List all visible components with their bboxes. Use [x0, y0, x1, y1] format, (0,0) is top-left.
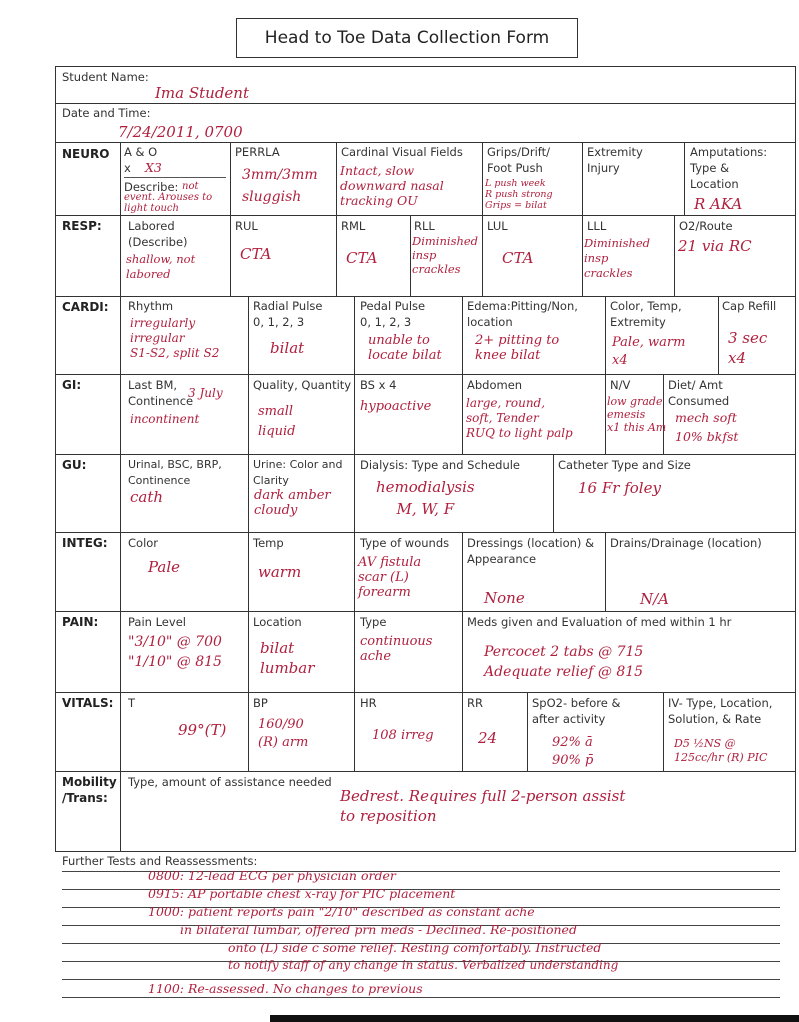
hr-value[interactable]: 108 irreg — [372, 728, 434, 743]
divider — [55, 771, 796, 772]
dialysis-label: Dialysis: Type and Schedule — [360, 458, 521, 472]
urine-value[interactable]: dark amber cloudy — [254, 488, 331, 518]
pain-location-label: Location — [253, 615, 302, 629]
pedal-pulse-value[interactable]: unable to locate bilat — [368, 333, 442, 363]
urine-label: Urine: Color and Clarity — [253, 458, 343, 487]
skin-color-value[interactable]: Pale — [148, 558, 181, 576]
pain-location-value[interactable]: bilat lumbar — [260, 639, 315, 677]
urinal-value[interactable]: cath — [130, 488, 164, 506]
meds-value[interactable]: Percocet 2 tabs @ 715 Adequate relief @ 815 — [484, 644, 644, 680]
grips-label: Grips/Drift/ Foot Push — [487, 145, 551, 175]
radial-pulse-value[interactable]: bilat — [270, 339, 305, 357]
form-title: Head to Toe Data Collection Form — [236, 18, 578, 58]
divider — [527, 692, 528, 771]
wounds-value[interactable]: AV fistula scar (L) forearm — [358, 555, 422, 600]
divider — [462, 611, 463, 692]
ao-value[interactable]: X3 — [145, 160, 162, 175]
divider — [248, 692, 249, 771]
temperature-label: T — [128, 696, 136, 710]
cap-refill-value[interactable]: 3 sec x4 — [728, 329, 768, 367]
skin-temp-value[interactable]: warm — [258, 563, 302, 581]
reassess-line-2[interactable]: 0915: AP portable chest x-ray for PIC placement — [148, 886, 456, 901]
pain-type-label: Type — [360, 615, 387, 629]
student-name-label: Student Name: — [62, 70, 149, 84]
perrla-value[interactable]: 3mm/3mm sluggish — [242, 167, 318, 205]
reassess-line-4[interactable]: in bilateral lumbar, offered prn meds - Declined. Re-positioned — [180, 922, 577, 937]
labored-label: Labored (Describe) — [128, 219, 188, 249]
labored-value[interactable]: shallow, not labored — [126, 252, 196, 281]
dressings-label: Dressings (location) & Appearance — [467, 536, 595, 566]
meds-label: Meds given and Evaluation of med within 1 hr — [467, 615, 732, 629]
divider — [55, 454, 796, 455]
diet-value[interactable]: mech soft 10% bkfst — [675, 410, 739, 444]
drains-label: Drains/Drainage (location) — [610, 536, 762, 550]
nausea-vomiting-label: N/V — [610, 378, 631, 392]
section-gu: GU: — [62, 458, 87, 472]
edema-label: Edema:Pitting/Non, location — [467, 299, 578, 329]
divider — [55, 532, 796, 533]
divider — [248, 532, 249, 611]
bowel-sounds-value[interactable]: hypoactive — [360, 399, 432, 414]
amputations-value[interactable]: R AKA — [694, 195, 743, 213]
rml-value[interactable]: CTA — [346, 249, 378, 267]
hr-label: HR — [360, 696, 377, 710]
divider — [354, 374, 355, 454]
o2-route-label: O2/Route — [679, 219, 733, 233]
nausea-vomiting-value[interactable]: low grade emesis x1 this Am — [607, 395, 667, 434]
divider — [482, 142, 483, 215]
divider — [230, 215, 231, 296]
mobility-value[interactable]: Bedrest. Requires full 2-person assist to reposition — [340, 787, 626, 825]
cap-refill-label: Cap Refill — [722, 299, 777, 313]
lul-value[interactable]: CTA — [502, 249, 534, 267]
reassess-rule — [62, 979, 780, 980]
last-bm-label: Last BM, Continence — [128, 378, 194, 408]
section-mobility: Mobility /Trans: — [62, 775, 117, 805]
divider — [55, 692, 796, 693]
skin-temp-label: Temp — [253, 536, 284, 550]
skin-color-label: Color — [128, 536, 159, 550]
dialysis-value[interactable]: hemodialysis M, W, F — [376, 478, 475, 518]
lul-label: LUL — [487, 219, 508, 233]
divider — [55, 611, 796, 612]
divider — [336, 142, 337, 215]
divider — [336, 215, 337, 296]
further-tests-label: Further Tests and Reassessments: — [62, 854, 258, 868]
divider — [684, 142, 685, 215]
divider — [663, 692, 664, 771]
divider — [248, 374, 249, 454]
pain-type-value[interactable]: continuous ache — [360, 634, 433, 664]
spo2-value[interactable]: 92% ā 90% p̄ — [552, 735, 594, 768]
divider — [248, 296, 249, 374]
urinal-label: Urinal, BSC, BRP, Continence — [128, 458, 222, 487]
divider — [718, 296, 719, 374]
rul-label: RUL — [235, 219, 258, 233]
divider — [582, 215, 583, 296]
divider — [354, 532, 355, 611]
section-vitals: VITALS: — [62, 696, 114, 710]
divider — [582, 142, 583, 215]
rhythm-label: Rhythm — [128, 299, 174, 313]
divider — [462, 296, 463, 374]
pain-level-label: Pain Level — [128, 615, 186, 629]
rr-label: RR — [467, 696, 483, 710]
section-resp: RESP: — [62, 219, 102, 233]
cardinal-fields-label: Cardinal Visual Fields — [341, 145, 463, 159]
grips-value[interactable]: L push week R push strong Grips = bilat — [485, 178, 553, 211]
divider — [230, 142, 231, 215]
divider — [462, 374, 463, 454]
dressings-value[interactable]: None — [484, 589, 525, 607]
divider — [553, 454, 554, 532]
describe-label: Describe: — [124, 180, 179, 194]
rr-value[interactable]: 24 — [478, 729, 498, 747]
divider — [605, 374, 606, 454]
divider — [354, 454, 355, 532]
reassess-line-1[interactable]: 0800: 12-lead ECG per physician order — [148, 868, 396, 883]
divider — [482, 215, 483, 296]
divider — [354, 692, 355, 771]
date-time-value[interactable]: 7/24/2011, 0700 — [118, 123, 243, 141]
divider — [55, 215, 796, 216]
divider — [605, 532, 606, 611]
extremity-injury-label: Extremity Injury — [587, 145, 643, 175]
ao-label: A & O x — [124, 145, 158, 175]
student-name-value[interactable]: Ima Student — [155, 84, 249, 102]
divider — [605, 296, 606, 374]
divider — [120, 142, 121, 852]
divider — [55, 103, 796, 104]
diet-label: Diet/ Amt Consumed — [668, 378, 730, 408]
divider — [55, 374, 796, 375]
quality-value[interactable]: small liquid — [258, 404, 296, 439]
divider — [354, 611, 355, 692]
iv-label: IV- Type, Location, Solution, & Rate — [668, 696, 773, 726]
spo2-label: SpO2- before & after activity — [532, 696, 621, 726]
reassess-line-7[interactable]: 1100: Re-assessed. No changes to previous — [148, 981, 423, 996]
color-temp-label: Color, Temp, Extremity — [610, 299, 682, 329]
wounds-label: Type of wounds — [360, 536, 450, 550]
iv-value[interactable]: D5 ½NS @ 125cc/hr (R) PIC — [674, 737, 768, 764]
radial-pulse-label: Radial Pulse 0, 1, 2, 3 — [253, 299, 323, 329]
bp-label: BP — [253, 696, 268, 710]
divider — [462, 532, 463, 611]
drains-value[interactable]: N/A — [640, 590, 670, 608]
divider — [410, 215, 411, 296]
edema-value[interactable]: 2+ pitting to knee bilat — [475, 333, 560, 363]
section-cardi: CARDI: — [62, 300, 109, 314]
o2-route-value[interactable]: 21 via RC — [678, 237, 752, 255]
section-pain: PAIN: — [62, 615, 99, 629]
color-temp-value[interactable]: Pale, warm x4 — [612, 335, 686, 368]
rll-label: RLL — [414, 219, 435, 233]
divider — [55, 296, 796, 297]
divider — [354, 296, 355, 374]
lll-value[interactable]: Diminished insp crackles — [584, 236, 651, 280]
scan-edge-bar — [270, 1015, 799, 1022]
rhythm-value[interactable]: irregularly irregular S1-S2, split S2 — [130, 316, 220, 360]
catheter-label: Catheter Type and Size — [558, 458, 691, 472]
pedal-pulse-label: Pedal Pulse 0, 1, 2, 3 — [360, 299, 426, 329]
reassess-rule — [62, 997, 780, 998]
temperature-value[interactable]: 99°(T) — [178, 721, 227, 739]
bp-value[interactable]: 160/90 (R) arm — [258, 717, 309, 750]
perrla-label: PERRLA — [235, 145, 280, 159]
catheter-value[interactable]: 16 Fr foley — [578, 479, 661, 497]
quality-label: Quality, Quantity — [253, 378, 352, 392]
divider — [462, 692, 463, 771]
bowel-sounds-label: BS x 4 — [360, 378, 397, 392]
rul-value[interactable]: CTA — [240, 245, 272, 263]
section-integ: INTEG: — [62, 536, 108, 550]
pain-level-value[interactable]: "3/10" @ 700 "1/10" @ 815 — [128, 634, 222, 670]
lll-label: LLL — [587, 219, 607, 233]
section-gi: GI: — [62, 378, 82, 392]
reassess-line-3[interactable]: 1000: patient reports pain "2/10" described as constant ache — [148, 904, 535, 919]
reassess-line-5[interactable]: onto (L) side c some relief. Resting comfortably. Instructed — [228, 940, 602, 955]
divider — [674, 215, 675, 296]
reassess-line-6[interactable]: to notify staff of any change in status. Verbalized understanding — [228, 958, 619, 972]
divider — [248, 611, 249, 692]
abdomen-value[interactable]: large, round, soft, Tender RUQ to light palp — [466, 396, 573, 440]
divider — [248, 454, 249, 532]
mobility-label: Type, amount of assistance needed — [128, 775, 332, 789]
abdomen-label: Abdomen — [467, 378, 523, 392]
date-time-label: Date and Time: — [62, 106, 151, 120]
rml-label: RML — [341, 219, 366, 233]
ao-underline — [124, 177, 226, 178]
amputations-label: Amputations: Type & Location — [690, 145, 768, 191]
rll-value[interactable]: Diminished insp crackles — [412, 234, 479, 276]
section-neuro: NEURO — [62, 147, 110, 161]
describe-value[interactable]: not event. Arouses to light touch — [124, 181, 213, 214]
last-bm-value[interactable]: 3 July incontinent — [130, 386, 223, 426]
cardinal-fields-value[interactable]: Intact, slow downward nasal tracking OU — [340, 163, 444, 208]
